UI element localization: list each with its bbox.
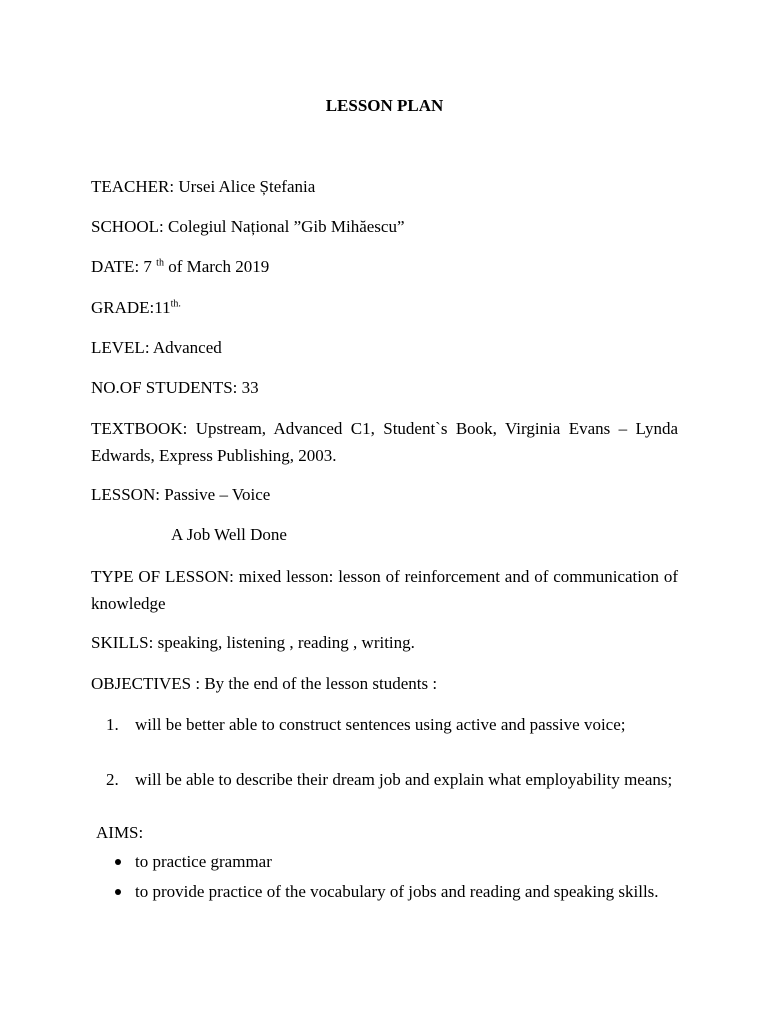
grade-prefix: GRADE:11 bbox=[91, 298, 171, 317]
aims-heading: AIMS: bbox=[96, 823, 144, 842]
objective-item bbox=[106, 766, 678, 793]
objectives-heading: OBJECTIVES : By the end of the lesson students : bbox=[91, 674, 438, 693]
aim-item bbox=[135, 878, 678, 905]
objective-item bbox=[106, 711, 678, 738]
page-title: LESSON PLAN bbox=[325, 96, 444, 115]
aim-item bbox=[135, 848, 678, 875]
type-of-lesson-line: TYPE OF LESSON: mixed lesson: lesson of reinforcement and of communication of knowledge bbox=[91, 567, 678, 613]
date-superscript: th bbox=[156, 257, 164, 269]
bullet-icon bbox=[115, 889, 121, 895]
skills-line: SKILLS: speaking, listening , reading , writing. bbox=[91, 633, 415, 652]
lesson-line: LESSON: Passive – Voice bbox=[91, 485, 271, 504]
level-line: LEVEL: Advanced bbox=[91, 338, 222, 357]
date-line bbox=[91, 254, 678, 280]
date-suffix: of March 2019 bbox=[163, 257, 270, 276]
objective-number: 1. bbox=[106, 715, 119, 734]
school-line: SCHOOL: Colegiul Național ”Gib Mihăescu” bbox=[91, 217, 405, 236]
date-prefix: DATE: 7 bbox=[91, 257, 157, 276]
aim-text: to provide practice of the vocabulary of jobs and reading and speaking skills. bbox=[135, 882, 659, 901]
lesson-subtitle: A Job Well Done bbox=[171, 525, 287, 544]
teacher-line: TEACHER: Ursei Alice Ștefania bbox=[91, 177, 316, 196]
bullet-icon bbox=[115, 859, 121, 865]
objective-number: 2. bbox=[106, 770, 119, 789]
grade-superscript: th. bbox=[170, 298, 181, 310]
objective-text: will be better able to construct sentences using active and passive voice; bbox=[135, 715, 626, 734]
objective-text: will be able to describe their dream job and explain what employability means; bbox=[135, 770, 673, 789]
students-line: NO.OF STUDENTS: 33 bbox=[91, 378, 259, 397]
grade-line bbox=[91, 295, 678, 321]
textbook-line: TEXTBOOK: Upstream, Advanced C1, Student`s Book, Virginia Evans – Lynda Edwards, Express Publishing, 2003. bbox=[91, 419, 678, 465]
aim-text: to practice grammar bbox=[135, 852, 272, 871]
